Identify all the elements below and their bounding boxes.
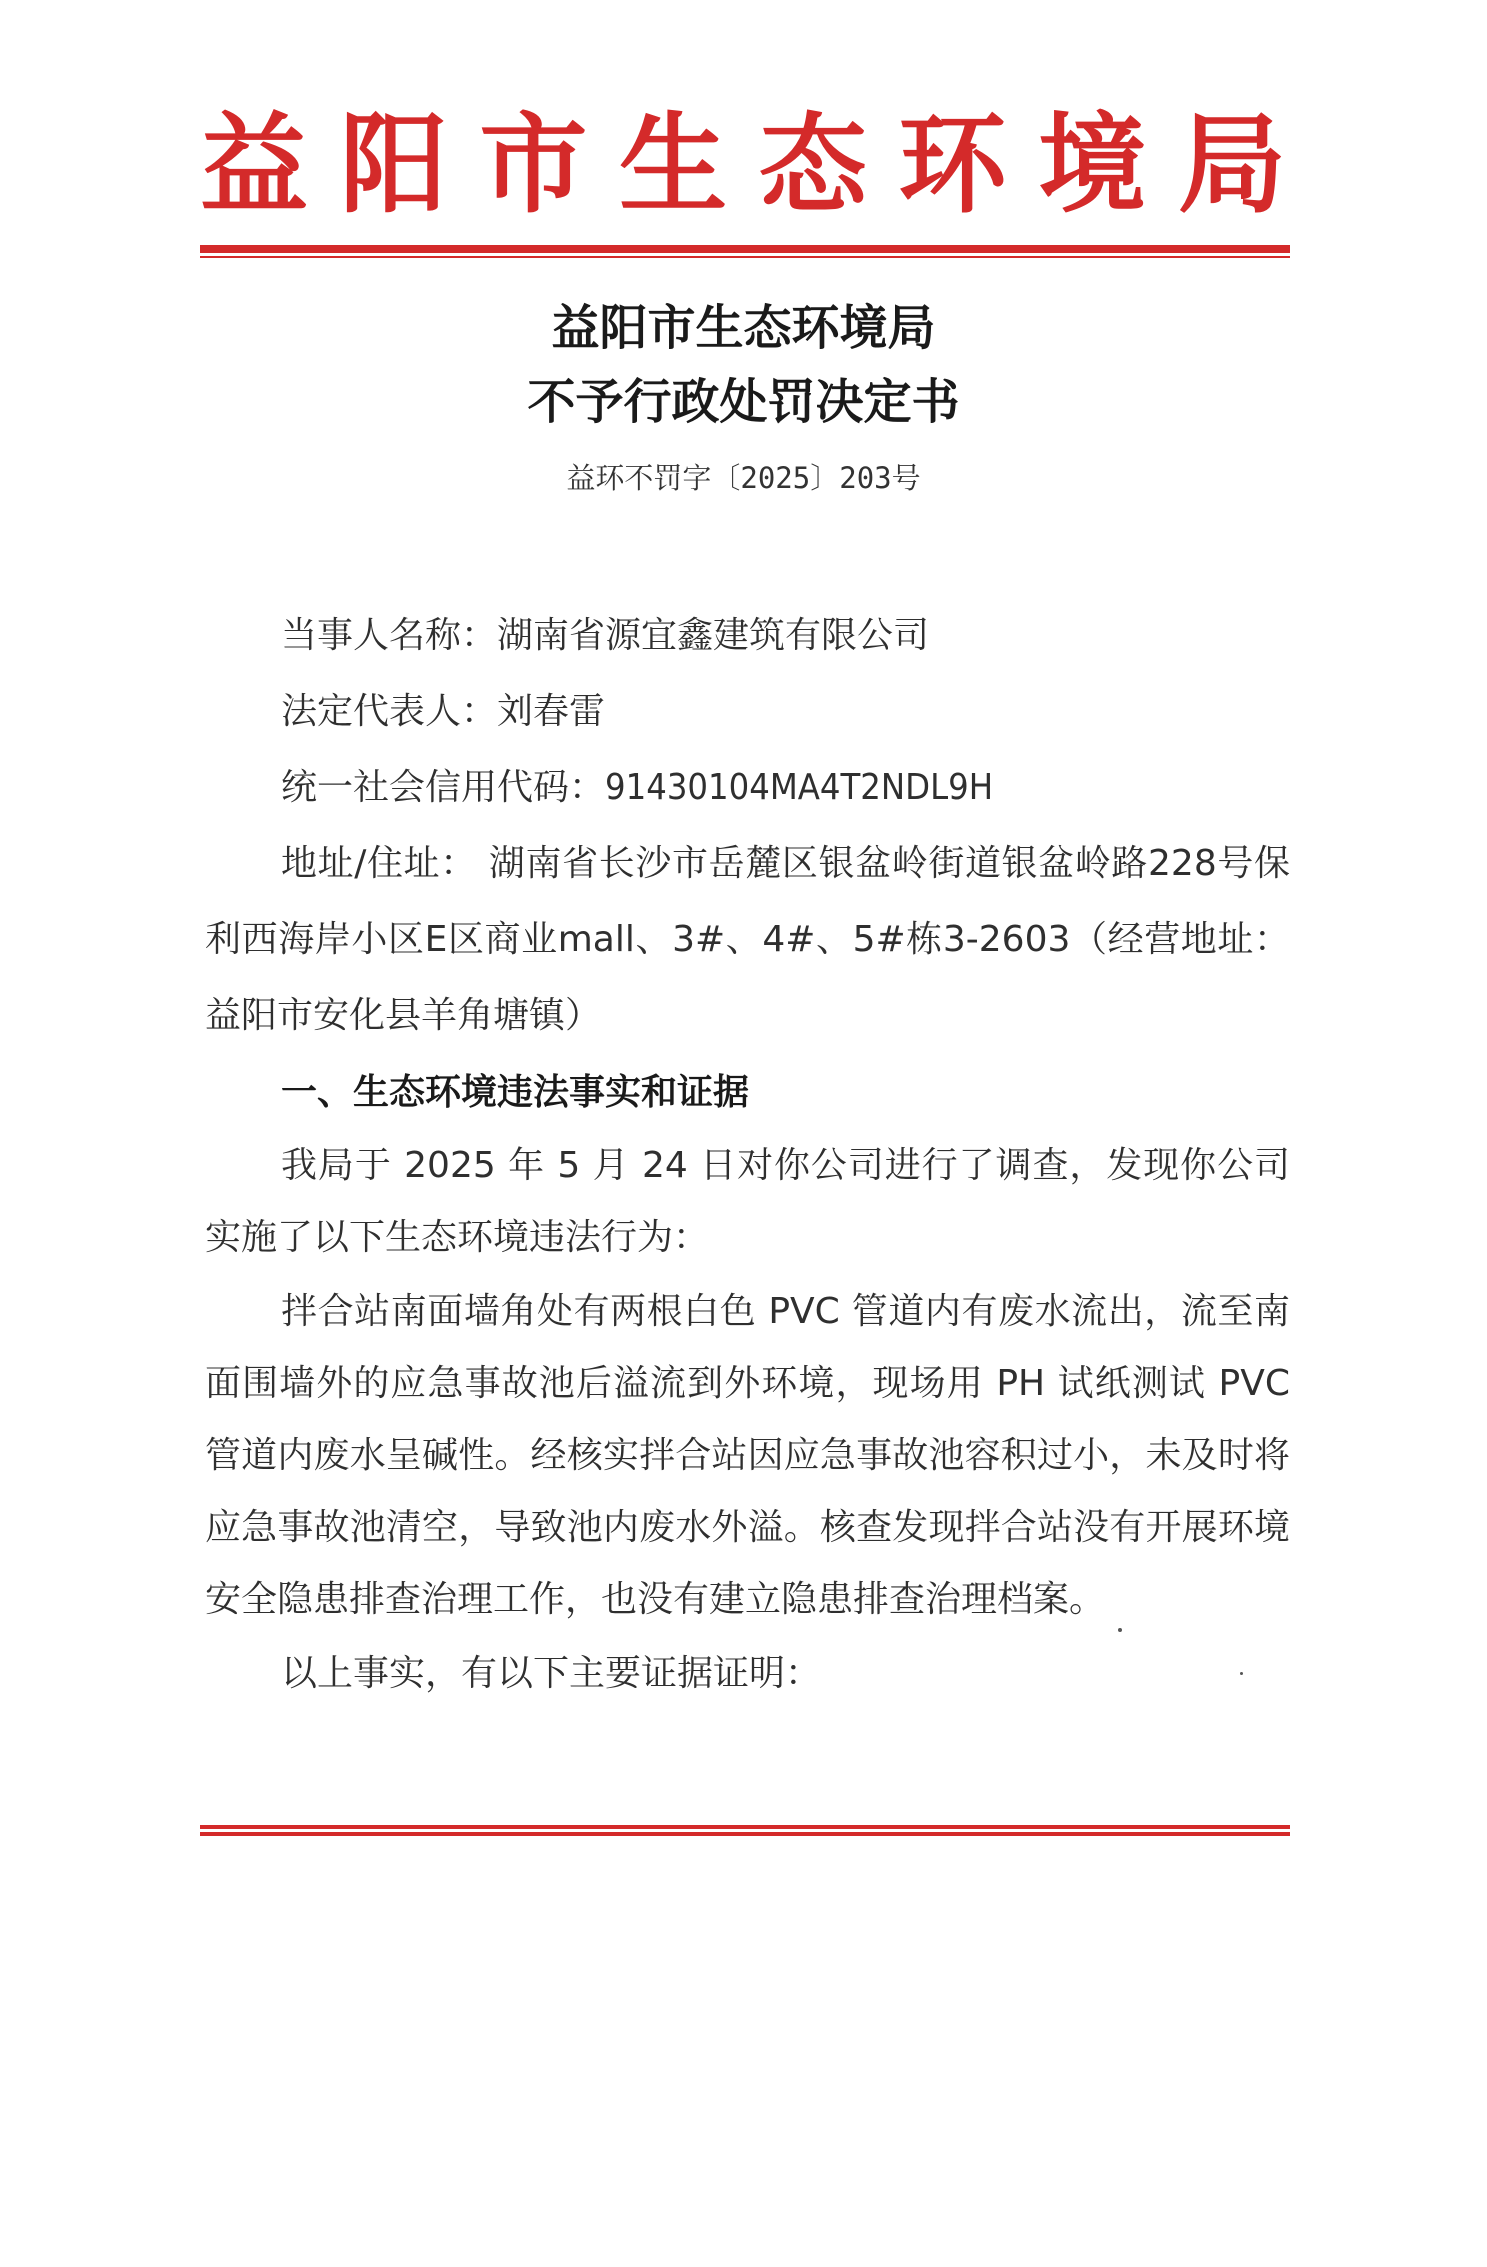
footer-red-rule <box>200 1825 1290 1829</box>
document-body <box>205 598 1290 1710</box>
party-name-value: 湖南省源宜鑫建筑有限公司 <box>497 615 930 656</box>
address-field <box>205 826 1290 1054</box>
document-number: 益环不罚字〔2025〕203号 <box>566 461 921 495</box>
legal-rep-field <box>205 674 1290 750</box>
document-title-type: 不予行政处罚决定书 <box>527 374 960 430</box>
legal-rep-label: 法定代表人： <box>281 691 498 732</box>
section-heading-violation-facts: 一、生态环境违法事实和证据 <box>281 1071 750 1113</box>
scan-speck <box>1118 1628 1122 1632</box>
evidence-intro-paragraph: 以上事实，有以下主要证据证明： <box>281 1653 822 1694</box>
header-red-rule <box>200 245 1290 253</box>
footer-red-rule-thin <box>200 1832 1290 1836</box>
violation-detail-paragraph: 拌合站南面墙角处有两根白色 PVC 管道内有废水流出，流至南面围墙外的应急事故池后溢流到外环境，现场用 PH 试纸测试 PVC 管道内废水呈碱性。经核实拌合站因应急事故池容积过小，未及时将应急事故池清空，导致池内废水外溢。核查发现拌合站没有开展环境安全隐患排查治理工作，也没有建立隐患排查治理档案。 <box>205 1291 1290 1620</box>
agency-masthead: 益阳市生态环境局 <box>200 102 1290 228</box>
credit-code-field <box>205 750 1290 826</box>
investigation-paragraph: 我局于 2025 年 5 月 24 日对你公司进行了调查，发现你公司实施了以下生态环境违法行为： <box>205 1145 1290 1258</box>
header-red-rule-thin <box>200 256 1290 258</box>
credit-code-label: 统一社会信用代码： <box>281 767 606 808</box>
document-title-agency: 益阳市生态环境局 <box>551 300 936 356</box>
scan-speck <box>1240 1672 1243 1675</box>
legal-rep-value: 刘春雷 <box>497 691 606 732</box>
party-name-label: 当事人名称： <box>281 615 498 656</box>
party-name-field <box>205 598 1290 674</box>
address-label: 地址/住址： <box>281 843 477 884</box>
credit-code-value: 91430104MA4T2NDL9H <box>605 767 994 808</box>
address-value: 湖南省长沙市岳麓区银盆岭街道银盆岭路228号保利西海岸小区E区商业mall、3#、4#、5#栋3-2603（经营地址：益阳市安化县羊角塘镇） <box>205 843 1290 1036</box>
